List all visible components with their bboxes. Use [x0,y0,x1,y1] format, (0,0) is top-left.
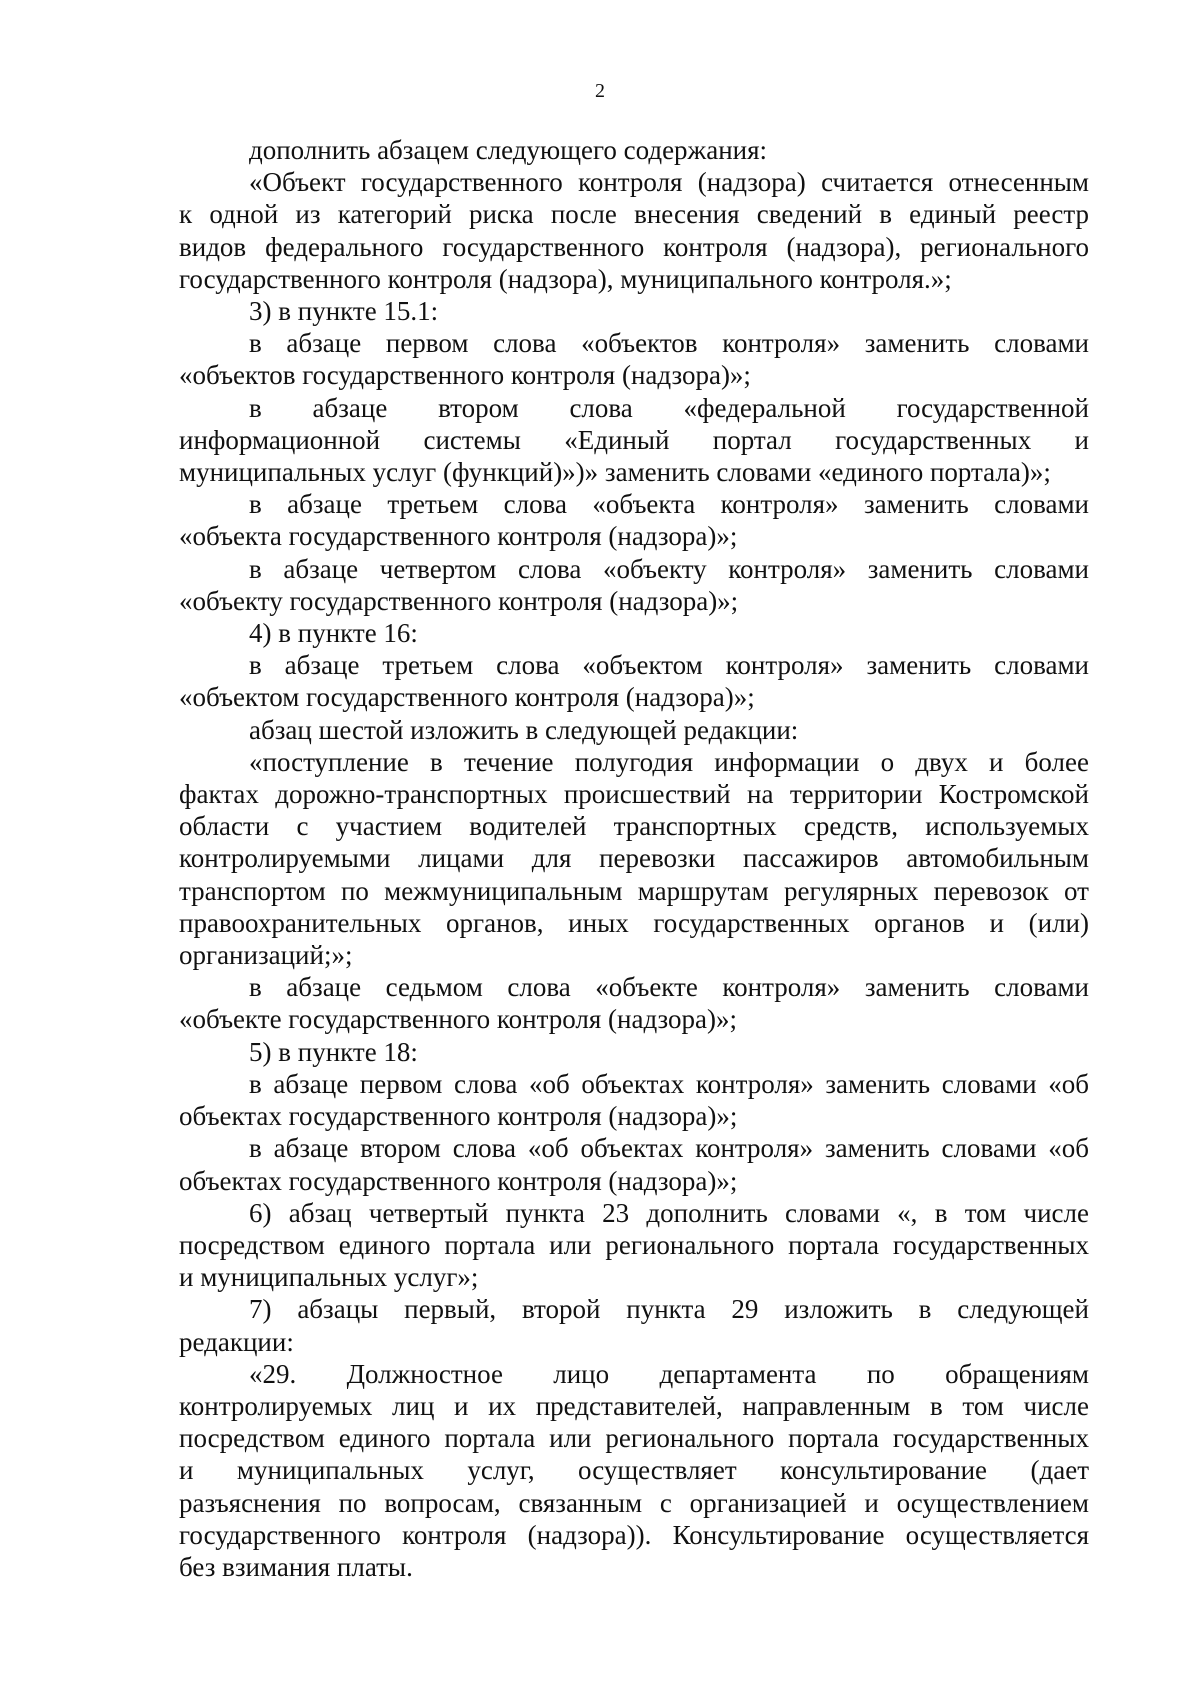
paragraph-line: разъяснения по вопросам, связанным с организацией и осуществлением [179,1487,1089,1518]
paragraph-line: и муниципальных услуг»; [179,1262,479,1293]
paragraph-line: в абзаце четвертом слова «объекту контроля» заменить словами [249,553,1089,584]
paragraph-line: в абзаце седьмом слова «объекте контроля» заменить словами [249,972,1089,1003]
paragraph-line: дополнить абзацем следующего содержания: [249,135,768,165]
paragraph [179,971,1089,1035]
paragraph-line: муниципальных услуг (функций)»)» заменить словами «единого портала)»; [179,457,1051,488]
paragraph-line: области с участием водителей транспортных средств, используемых [179,811,1089,842]
paragraph-line: к одной из категорий риска после внесения сведений в единый реестр [179,199,1089,230]
paragraph [179,746,1089,971]
paragraph [179,1197,1089,1294]
paragraph [179,295,1089,327]
paragraph [179,1293,1089,1357]
paragraph [179,134,1089,166]
paragraph-line: абзац шестой изложить в следующей редакции: [249,714,799,745]
paragraph-line: 7) абзацы первый, второй пункта 29 изложить в следующей [249,1294,1089,1325]
paragraph-line: посредством единого портала или регионального портала государственных [179,1423,1089,1454]
page-number: 2 [595,80,605,102]
paragraph-line: государственного контроля (надзора)). Консультирование осуществляется [179,1519,1089,1550]
paragraph-line: «объекте государственного контроля (надзора)»; [179,1004,738,1035]
paragraph-line: «поступление в течение полугодия информации о двух и более [249,746,1089,777]
paragraph-line: видов федерального государственного контроля (надзора), регионального [179,231,1089,262]
paragraph-line: «29. Должностное лицо департамента по обращениям [249,1358,1089,1389]
paragraph-line: 3) в пункте 15.1: [249,296,439,327]
paragraph-line: в абзаце третьем слова «объекта контроля» заменить словами [249,489,1089,520]
paragraph [179,617,1089,649]
paragraph-line: в абзаце первом слова «об объектах контроля» заменить словами «об [249,1068,1089,1099]
paragraph-line: «объекта государственного контроля (надзора)»; [179,521,738,552]
paragraph [179,1132,1089,1196]
paragraph-line: редакции: [179,1326,294,1357]
paragraph [179,1068,1089,1132]
paragraph-line: без взимания платы. [179,1551,413,1582]
paragraph [179,553,1089,617]
paragraph-line: фактах дорожно-транспортных происшествий на территории Костромской [179,779,1089,810]
paragraph-line: транспортом по межмуниципальным маршрутам регулярных перевозок от [179,875,1089,906]
paragraph-line: «объектов государственного контроля (надзора)»; [179,360,751,391]
paragraph-line: и муниципальных услуг, осуществляет консультирование (дает [179,1455,1089,1486]
paragraph [179,714,1089,746]
paragraph-line: 5) в пункте 18: [249,1036,418,1067]
paragraph-line: контролируемыми лицами для перевозки пассажиров автомобильным [179,843,1089,874]
paragraph-line: объектах государственного контроля (надзора)»; [179,1165,738,1196]
paragraph-line: посредством единого портала или регионального портала государственных [179,1229,1089,1260]
paragraph-line: государственного контроля (надзора), муниципального контроля.»; [179,263,952,294]
paragraph-line: информационной системы «Единый портал государственных и [179,424,1089,455]
paragraph-line: в абзаце первом слова «объектов контроля» заменить словами [249,328,1089,359]
paragraph-line: правоохранительных органов, иных государственных органов и (или) [179,907,1089,938]
paragraph-line: 6) абзац четвертый пункта 23 дополнить словами «, в том числе [249,1197,1089,1228]
paragraph [179,392,1089,489]
paragraph-line: в абзаце втором слова «федеральной государственной [249,392,1089,423]
document-body [179,134,1089,1583]
paragraph [179,488,1089,552]
paragraph-line: организаций;»; [179,940,353,971]
paragraph [179,1036,1089,1068]
paragraph-line: «объектом государственного контроля (надзора)»; [179,682,755,713]
paragraph-line: «объекту государственного контроля (надзора)»; [179,585,739,616]
paragraph [179,649,1089,713]
paragraph-line: «Объект государственного контроля (надзора) считается отнесенным [249,167,1089,198]
paragraph-line: в абзаце втором слова «об объектах контроля» заменить словами «об [249,1133,1089,1164]
paragraph [179,1358,1089,1583]
paragraph-line: контролируемых лиц и их представителей, направленным в том числе [179,1390,1089,1421]
paragraph [179,166,1089,295]
paragraph-line: 4) в пункте 16: [249,618,418,649]
paragraph-line: объектах государственного контроля (надзора)»; [179,1101,738,1132]
paragraph-line: в абзаце третьем слова «объектом контроля» заменить словами [249,650,1089,681]
paragraph [179,327,1089,391]
